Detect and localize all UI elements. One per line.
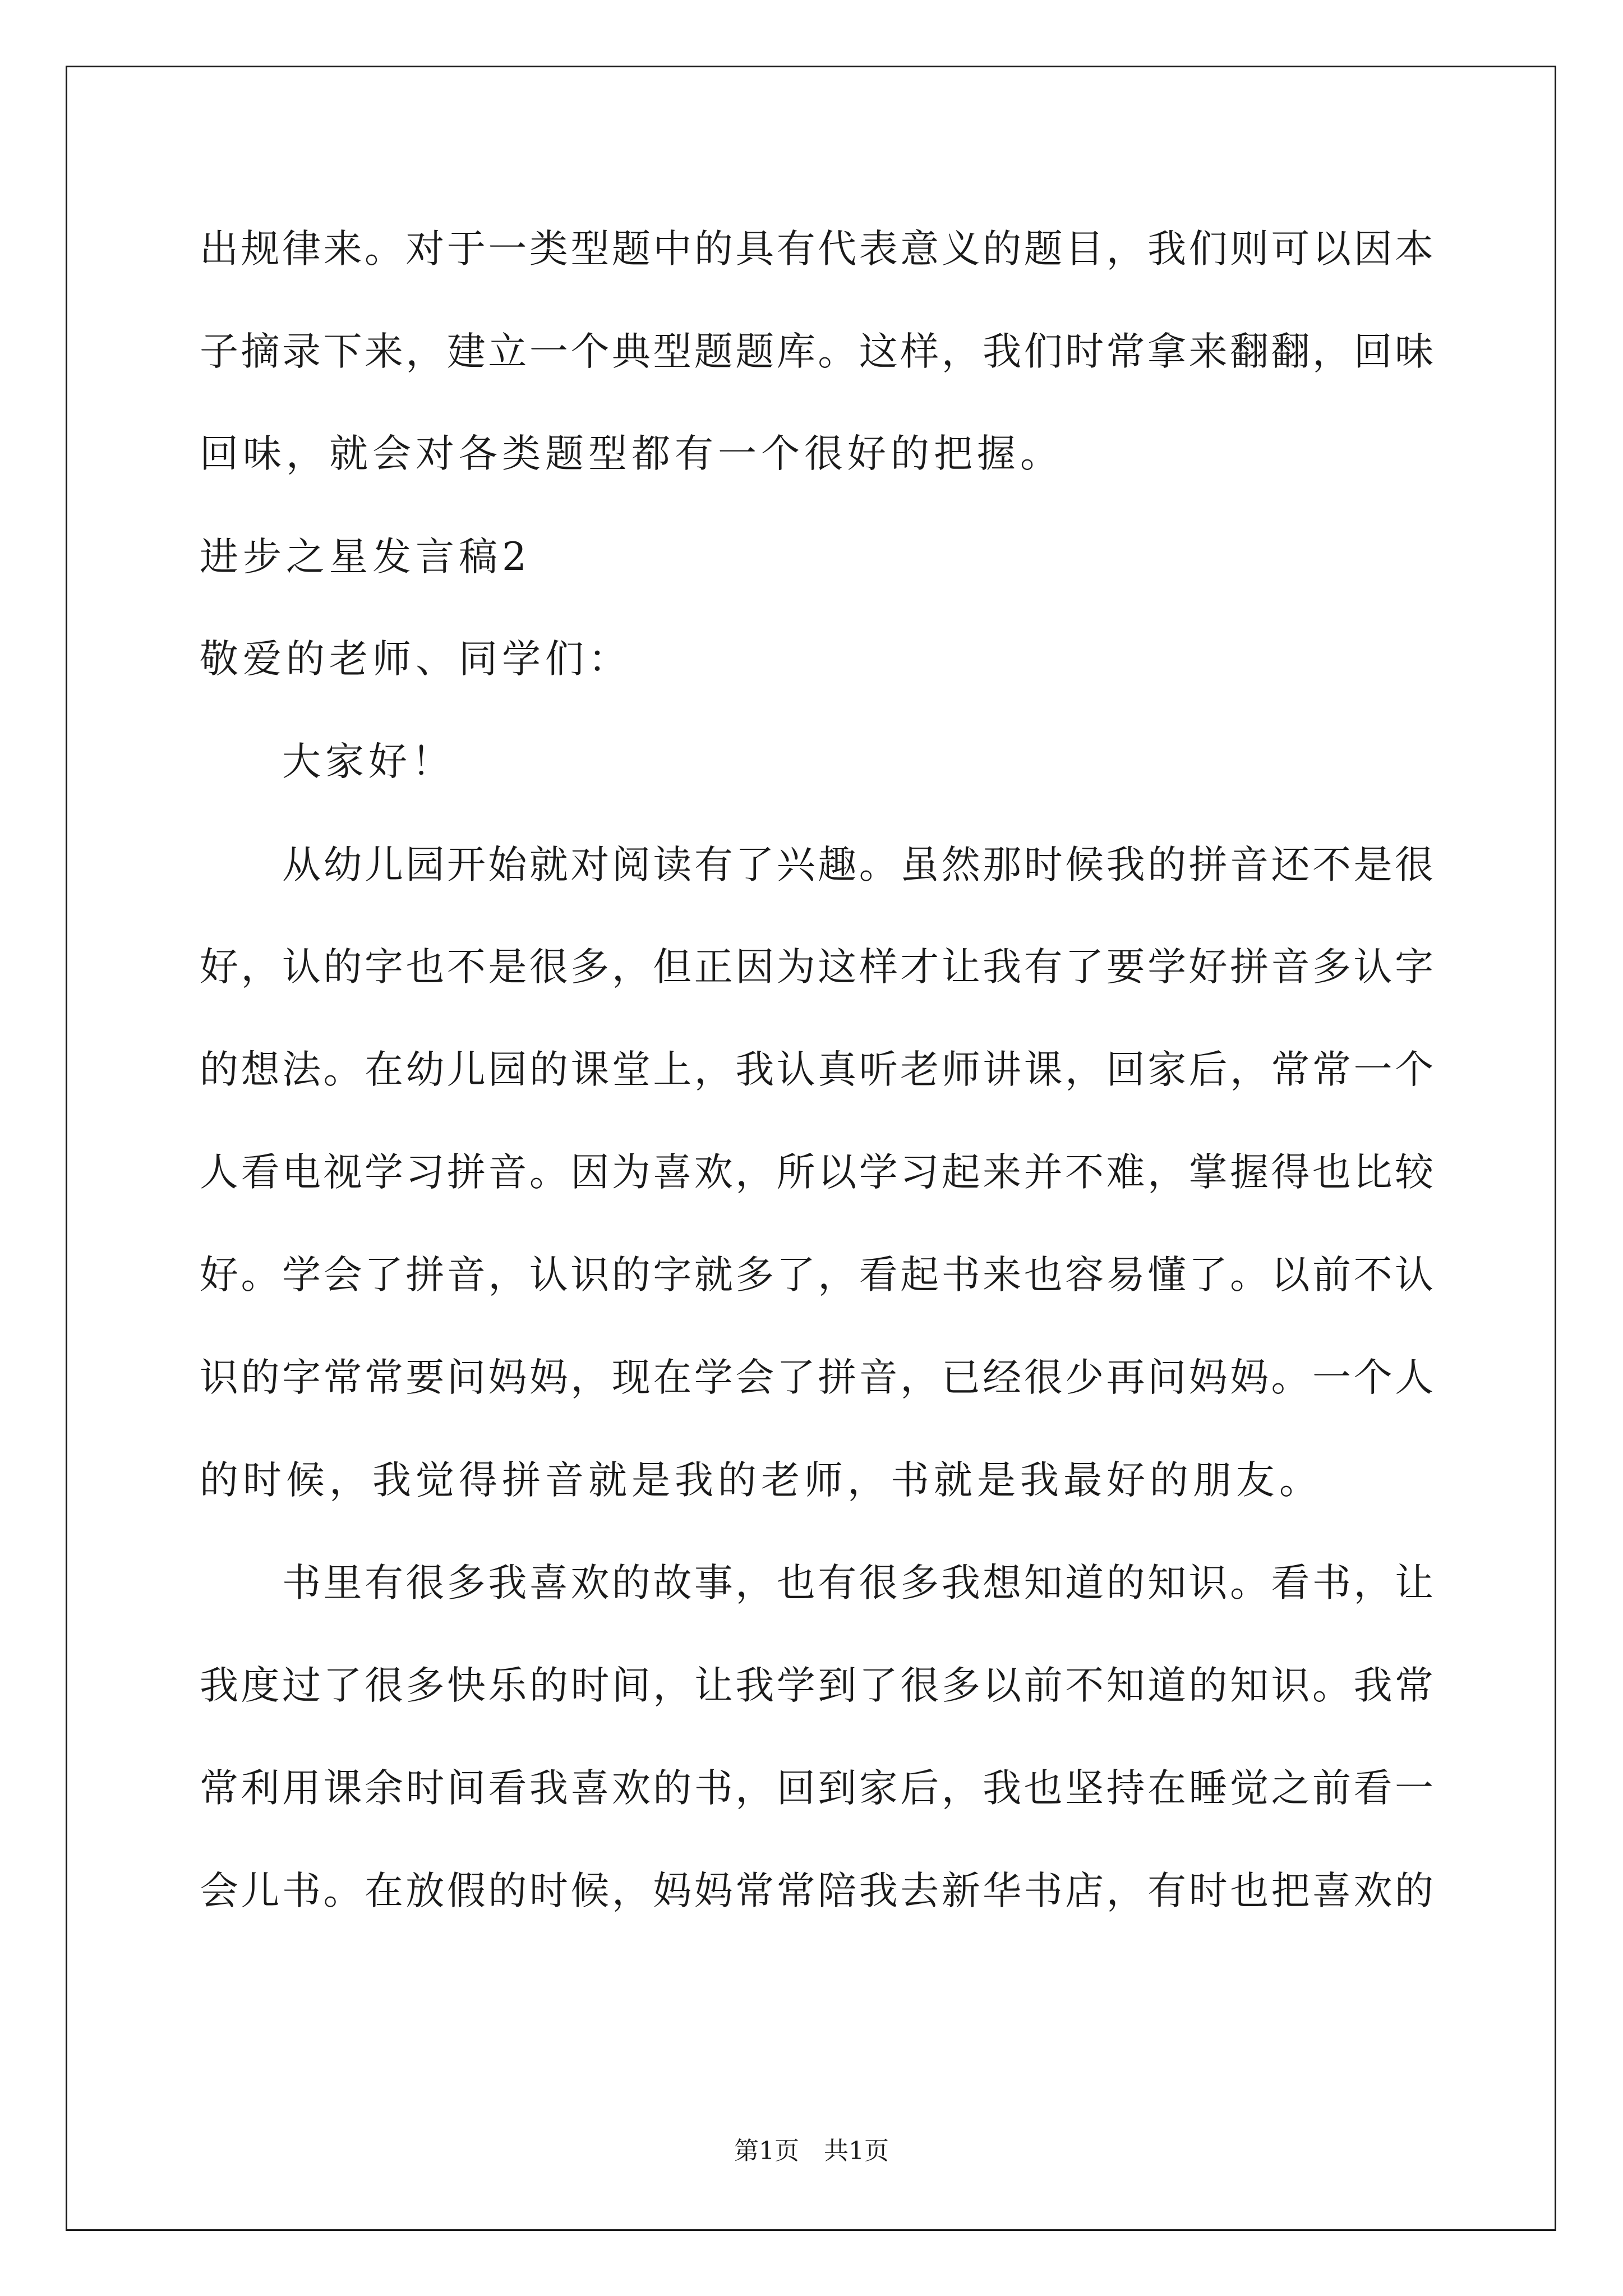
text-line: 的时候，我觉得拼音就是我的老师，书就是我最好的朋友。 [200,1458,1322,1503]
section-heading: 进步之星发言稿2 [200,535,531,579]
text-line: 人看电视学习拼音。因为喜欢，所以学习起来并不难，掌握得也比较 [200,1150,1433,1195]
text-line: 出规律来。对于一类型题中的具有代表意义的题目，我们则可以因本 [200,227,1433,272]
text-line: 的想法。在幼儿园的课堂上，我认真听老师讲课，回家后，常常一个 [200,1047,1433,1092]
text-line: 好。学会了拼音，认识的字就多了，看起书来也容易懂了。以前不认 [200,1253,1433,1297]
text-line: 会儿书。在放假的时候，妈妈常常陪我去新华书店，有时也把喜欢的 [200,1869,1433,1913]
text-line: 常利用课余时间看我喜欢的书，回到家后，我也坚持在睡觉之前看一 [200,1766,1433,1811]
text-line: 回味，就会对各类题型都有一个很好的把握。 [200,431,1063,476]
text-line: 我度过了很多快乐的时间，让我学到了很多以前不知道的知识。我常 [200,1663,1433,1708]
page-footer [0,2137,1623,2165]
text-line: 好，认的字也不是很多，但正因为这样才让我有了要学好拼音多认字 [200,945,1433,990]
text-line: 子摘录下来，建立一个典型题题库。这样，我们时常拿来翻翻，回味 [200,329,1433,374]
text-line: 识的字常常要问妈妈，现在学会了拼音，已经很少再问妈妈。一个人 [200,1355,1433,1400]
page-total: 共1页 [824,2137,889,2165]
greeting: 大家好！ [282,739,455,784]
paragraph-first-line: 书里有很多我喜欢的故事，也有很多我想知道的知识。看书，让 [282,1561,1433,1605]
page-number: 第1页 [734,2137,799,2165]
paragraph-first-line: 从幼儿园开始就对阅读有了兴趣。虽然那时候我的拼音还不是很 [282,843,1433,887]
salutation: 敬爱的老师、同学们： [200,637,631,682]
